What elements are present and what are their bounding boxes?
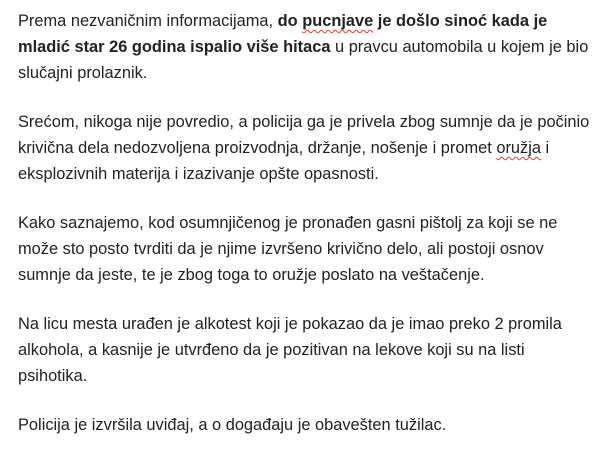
paragraph-4 xyxy=(18,311,593,389)
paragraph-text: Prema nezvaničnim informacijama, xyxy=(18,12,278,30)
keyword-link-oruzja[interactable]: oružja xyxy=(496,139,541,157)
bold-text: do xyxy=(277,12,303,30)
bold-text: je došlo sinoć kada je mladić star 26 godina ispalio više hitaca xyxy=(18,12,548,56)
paragraph-text: Kako saznajemo, kod osumnjičenog je pronađen gasni pištolj za koji se ne može sto posto tvrditi da je njime izvršeno krivično delo, ali postoji osnov sumnje da jeste, te je zbog toga to oružje poslato na veštačenje. xyxy=(18,214,558,284)
paragraph-text: Policija je izvršila uviđaj, a o događaju je obavešten tužilac. xyxy=(18,416,447,434)
paragraph-3 xyxy=(18,210,593,288)
paragraph-text: i eksplozivnih materija i izazivanje opšte opasnosti. xyxy=(18,139,550,183)
keyword-link-pucnjave[interactable]: pucnjave xyxy=(302,12,374,30)
paragraph-text: Srećom, nikoga nije povredio, a policija ga je privela zbog sumnje da je počinio krivična dela nedozvoljena proizvodnja, držanje, nošenje i promet xyxy=(18,113,590,157)
paragraph-text: Na licu mesta urađen je alkotest koji je pokazao da je imao preko 2 promila alkohola, a kasnije je utvrđeno da je pozitivan na lekove koji su na listi psihotika. xyxy=(18,315,562,385)
paragraph-1 xyxy=(18,8,593,86)
paragraph-2 xyxy=(18,109,593,187)
paragraph-5 xyxy=(18,412,593,438)
article-body xyxy=(18,8,593,461)
paragraph-text: u pravcu automobila u kojem je bio slučajni prolaznik. xyxy=(18,38,589,82)
